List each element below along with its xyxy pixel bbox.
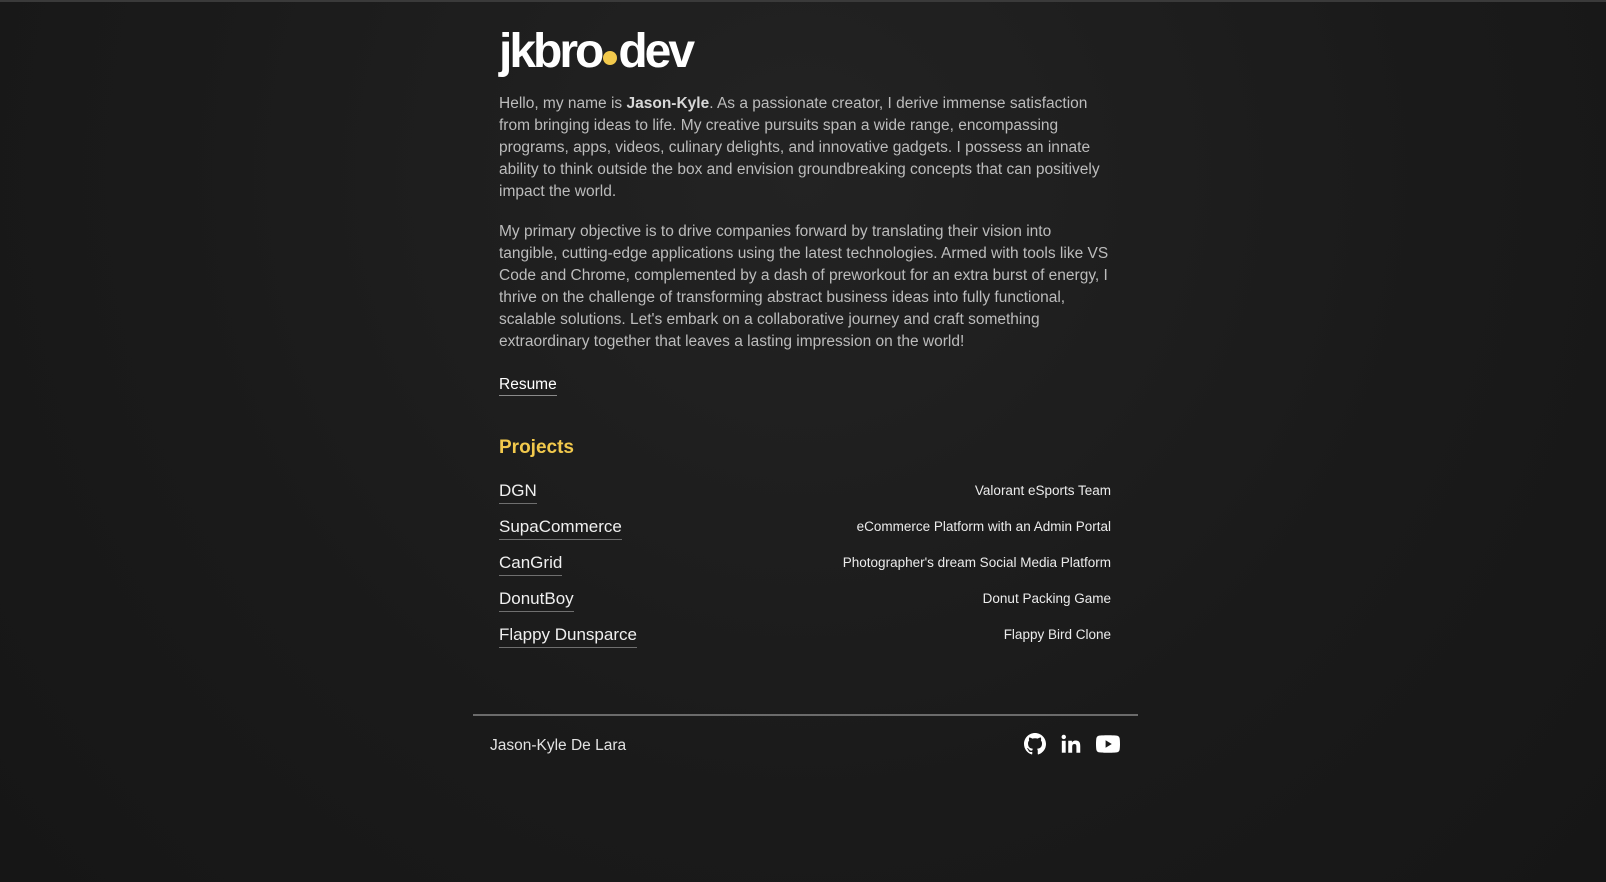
projects-list bbox=[499, 480, 1111, 660]
project-link-cangrid[interactable]: CanGrid bbox=[499, 552, 562, 576]
intro-paragraph bbox=[499, 93, 1111, 203]
project-description: eCommerce Platform with an Admin Portal bbox=[856, 519, 1111, 534]
project-row-dgn bbox=[499, 480, 1111, 516]
intro-post: . As a passionate creator, I derive immense satisfaction from bringing ideas to life. My creative pursuits span a wide range, encompassing programs, apps, videos, culinary delights, and innovative gadgets. I possess an innate ability to think outside the box and envision groundbreaking concepts that can positively impact the world. bbox=[499, 95, 1100, 200]
youtube-link[interactable] bbox=[1096, 733, 1120, 759]
footer-author-name: Jason-Kyle De Lara bbox=[490, 737, 627, 754]
project-link-dgn[interactable]: DGN bbox=[499, 480, 537, 504]
project-row-donutboy bbox=[499, 588, 1111, 624]
project-description: Photographer's dream Social Media Platform bbox=[842, 555, 1111, 570]
intro-name: Jason-Kyle bbox=[626, 95, 710, 112]
project-description: Valorant eSports Team bbox=[974, 483, 1111, 498]
projects-heading: Projects bbox=[499, 437, 574, 458]
site-logo[interactable] bbox=[499, 24, 692, 80]
linkedin-icon bbox=[1060, 733, 1082, 755]
logo-dot bbox=[603, 51, 617, 65]
youtube-icon bbox=[1096, 733, 1120, 755]
project-link-flappy-dunsparce[interactable]: Flappy Dunsparce bbox=[499, 624, 637, 648]
objective-paragraph: My primary objective is to drive companies forward by translating their vision into tangible, cutting-edge applications using the latest technologies. Armed with tools like VS Code and Chrome, complemented by a dash of preworkout for an extra burst of energy, I thrive on the challenge of transforming abstract business ideas into fully functional, scalable solutions. Let's embark on a collaborative journey and craft something extraordinary together that leaves a lasting impression on the world! bbox=[499, 223, 1109, 350]
project-row-cangrid bbox=[499, 552, 1111, 588]
social-links bbox=[1024, 733, 1134, 759]
footer-divider bbox=[473, 714, 1138, 716]
logo-text-secondary: dev bbox=[618, 25, 693, 78]
project-description: Donut Packing Game bbox=[982, 591, 1111, 606]
project-row-flappy-dunsparce bbox=[499, 624, 1111, 660]
project-link-supacommerce[interactable]: SupaCommerce bbox=[499, 516, 622, 540]
project-description: Flappy Bird Clone bbox=[1003, 627, 1111, 642]
logo-text-primary: jkbro bbox=[499, 25, 602, 78]
github-icon bbox=[1024, 733, 1046, 755]
project-link-donutboy[interactable]: DonutBoy bbox=[499, 588, 574, 612]
resume-link[interactable]: Resume bbox=[499, 375, 557, 396]
intro-pre: Hello, my name is bbox=[499, 95, 627, 112]
linkedin-link[interactable] bbox=[1060, 733, 1082, 759]
project-row-supacommerce bbox=[499, 516, 1111, 552]
top-strip bbox=[0, 0, 1606, 2]
github-link[interactable] bbox=[1024, 733, 1046, 759]
